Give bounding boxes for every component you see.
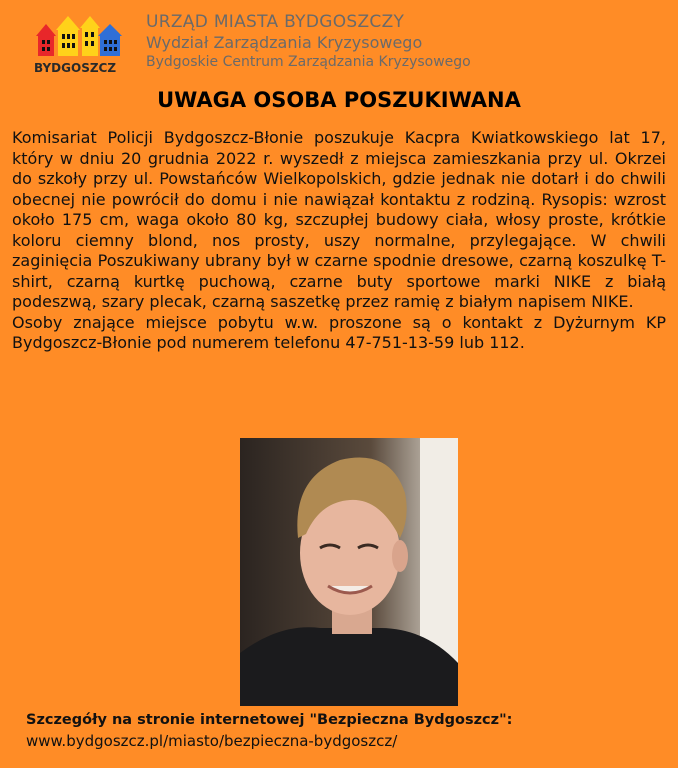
notice-paragraph-1: Komisariat Policji Bydgoszcz-Błonie poszukuje Kacpra Kwiatkowskiego lat 17, który w dniu 20 grudnia 2022 r. wyszedł z miejsca zamieszkania przy ul. Okrzei do szkoły przy ul. Powstańców Wielkopolskich, gdzie jednak nie dotarł i do chwili obecnej nie powrócił do domu i nie nawiązał kontaktu z rodziną. Rysopis: wzrost około 175 cm, waga około 80 kg, szczupłej budowy ciała, włosy proste, krótkie koloru ciemny blond, nos prosty, uszy normalne, przylegające. W chwili zaginięcia Poszukiwany ubrany był w czarne spodnie dresowe, czarną koszulkę T-shirt, czarną kurtkę puchową, czarne buty sportowe marki NIKE z białą podeszwą, szary plecak, czarną saszetkę przez ramię z białym napisem NIKE.	[12, 128, 666, 311]
logo-text: BYDGOSZCZ	[34, 61, 117, 75]
org-line-2: Wydział Zarządzania Kryzysowego	[146, 33, 423, 52]
notice-title: UWAGA OSOBA POSZUKIWANA	[157, 88, 521, 112]
header	[0, 0, 678, 86]
footer-details-label: Szczegóły na stronie internetowej "Bezpieczna Bydgoszcz":	[26, 712, 513, 728]
bydgoszcz-logo-icon	[30, 12, 132, 78]
footer-website-link[interactable]: www.bydgoszcz.pl/miasto/bezpieczna-bydgoszcz/	[26, 732, 398, 750]
organization-name	[146, 12, 471, 71]
missing-person-photo	[240, 438, 458, 706]
footer	[26, 710, 512, 752]
org-line-3: Bydgoskie Centrum Zarządzania Kryzysowego	[146, 54, 471, 70]
notice-paragraph-2: Osoby znające miejsce pobytu w.w. proszone są o kontakt z Dyżurnym KP Bydgoszcz-Błonie pod numerem telefonu 47-751-13-59 lub 112.	[12, 312, 666, 352]
person-photo-image	[240, 438, 458, 706]
notice-body	[12, 128, 666, 354]
org-line-1: URZĄD MIASTA BYDGOSZCZY	[146, 12, 405, 32]
